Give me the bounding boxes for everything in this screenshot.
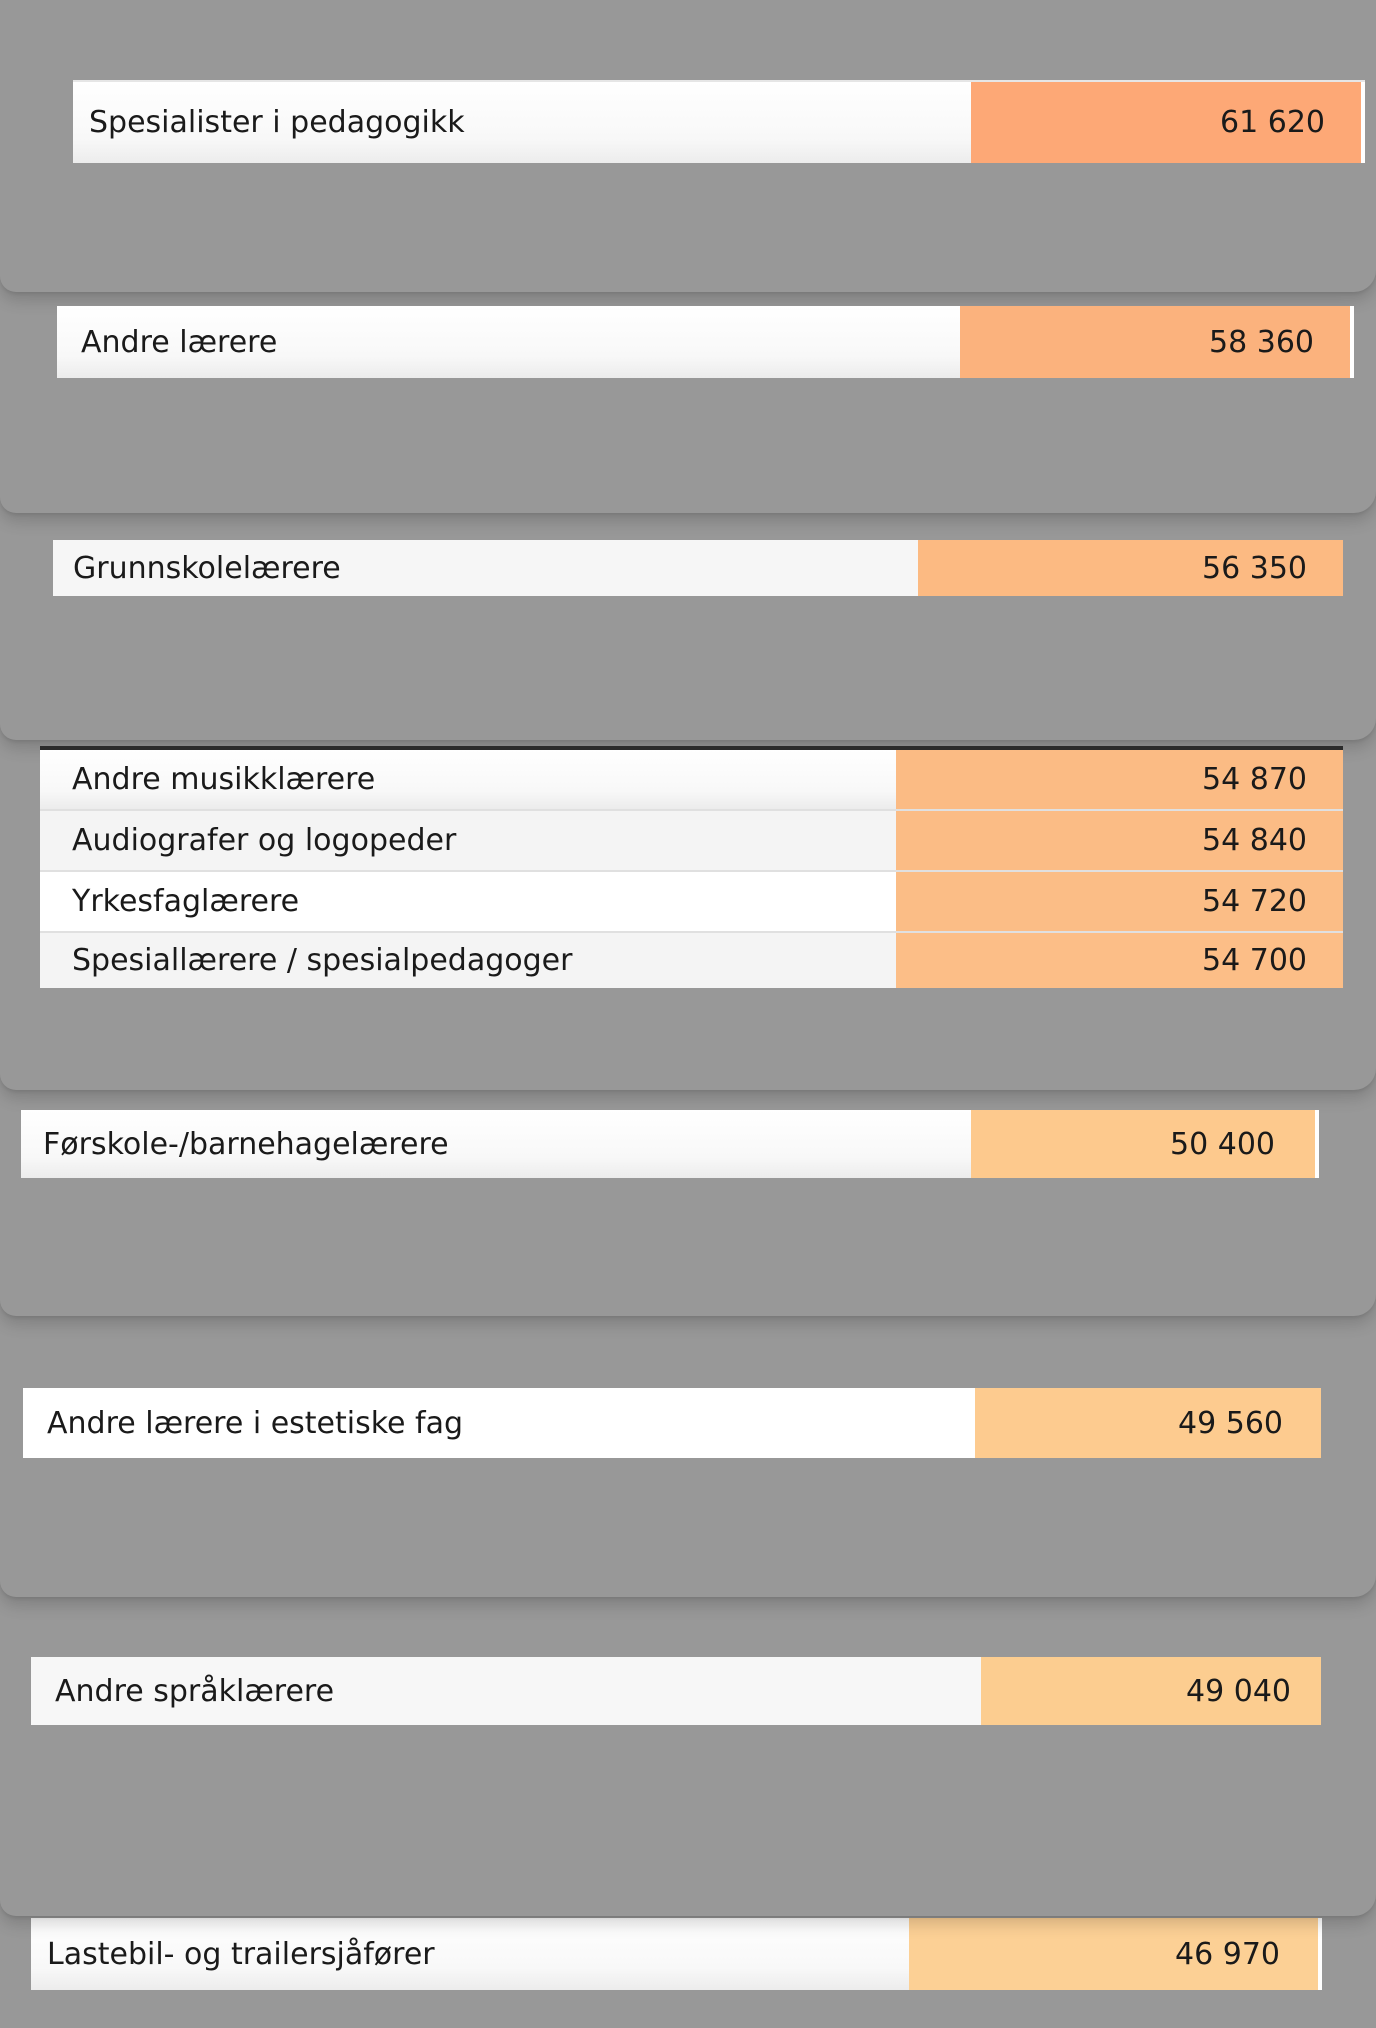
- occupation-label: Andre musikklærere: [40, 750, 896, 809]
- occupation-label: Yrkesfaglærere: [40, 872, 896, 931]
- table-row: [53, 540, 1343, 596]
- row-edge: [1361, 82, 1365, 163]
- table-row: [73, 80, 1365, 163]
- occupation-label: Lastebil- og trailersjåfører: [31, 1918, 909, 1990]
- salary-value: 54 720: [896, 872, 1343, 931]
- table-row: [31, 1657, 1321, 1725]
- occupation-label: Grunnskolelærere: [53, 540, 918, 596]
- table-row: [40, 933, 1343, 988]
- salary-table-card: [31, 1657, 1321, 1725]
- table-row: [31, 1918, 1322, 1990]
- occupation-label: Spesialister i pedagogikk: [73, 82, 971, 163]
- occupation-label: Spesiallærere / spesialpedagoger: [40, 933, 896, 988]
- table-row: [40, 811, 1343, 872]
- salary-table-card: [53, 540, 1343, 596]
- salary-value: 56 350: [918, 540, 1343, 596]
- table-row: [23, 1388, 1321, 1458]
- salary-value: 54 870: [896, 750, 1343, 809]
- table-row: [40, 750, 1343, 811]
- salary-value: 49 040: [981, 1657, 1321, 1725]
- row-edge: [1318, 1918, 1322, 1990]
- row-edge: [1315, 1110, 1319, 1178]
- row-edge: [1350, 306, 1354, 378]
- salary-value: 54 840: [896, 811, 1343, 870]
- salary-value: 54 700: [896, 933, 1343, 988]
- salary-value: 61 620: [971, 82, 1361, 163]
- salary-table-card: [40, 746, 1343, 988]
- table-row: [21, 1110, 1319, 1178]
- salary-table-card: [73, 80, 1365, 163]
- salary-table-card: [57, 306, 1354, 378]
- occupation-label: Audiografer og logopeder: [40, 811, 896, 870]
- occupation-label: Andre språklærere: [31, 1657, 981, 1725]
- occupation-label: Førskole-/barnehagelærere: [21, 1110, 971, 1178]
- table-row: [57, 306, 1354, 378]
- salary-table-card: [21, 1110, 1319, 1178]
- table-row: [40, 872, 1343, 933]
- salary-table-card: [23, 1388, 1321, 1458]
- salary-table-card: [31, 1918, 1322, 1990]
- salary-value: 58 360: [960, 306, 1350, 378]
- salary-value: 50 400: [971, 1110, 1315, 1178]
- occupation-label: Andre lærere: [57, 306, 960, 378]
- salary-value: 49 560: [975, 1388, 1321, 1458]
- occupation-label: Andre lærere i estetiske fag: [23, 1388, 975, 1458]
- salary-value: 46 970: [909, 1918, 1318, 1990]
